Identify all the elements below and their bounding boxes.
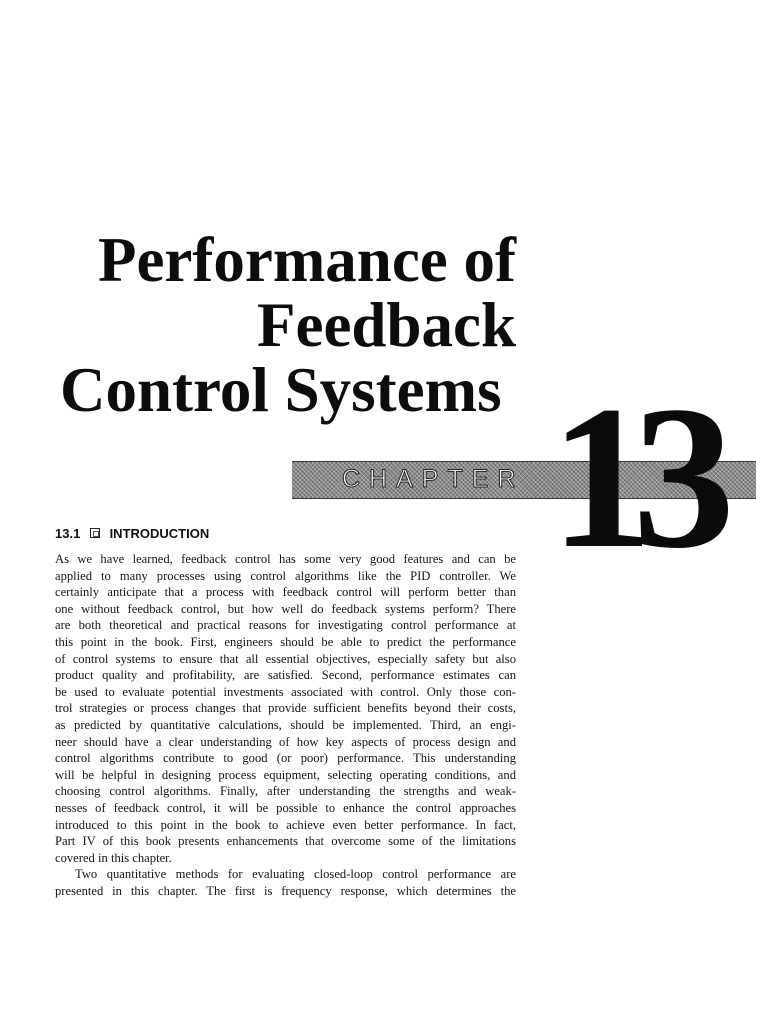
chapter-label: CHAPTER bbox=[342, 465, 525, 493]
text-line: Two quantitative methods for evaluating closed-loop control performance are bbox=[75, 867, 516, 882]
text-line: neer should have a clear understanding of how key aspects of process design and bbox=[55, 734, 516, 749]
box-icon bbox=[90, 528, 100, 538]
text-line: one without feedback control, but how well do feedback systems perform? There bbox=[55, 601, 516, 616]
chapter-title-line: Control Systems bbox=[60, 355, 502, 425]
text-line: covered in this chapter. bbox=[55, 850, 172, 865]
chapter-title-line: Performance of bbox=[97, 225, 516, 295]
chapter-number: 13 bbox=[550, 364, 715, 591]
text-line: As we have learned, feedback control has some very good features and can be bbox=[55, 552, 516, 566]
text-line: introduced to this point in the book to achieve even better performance. In fact, bbox=[55, 817, 516, 832]
text-line: this point in the book. First, engineers should be able to predict the performance bbox=[55, 634, 516, 649]
text-line: be used to evaluate potential investments associated with control. Only those con- bbox=[55, 684, 516, 699]
body-text bbox=[55, 551, 516, 899]
section-title: INTRODUCTION bbox=[109, 526, 210, 541]
paragraph bbox=[55, 866, 516, 899]
chapter-title-line: Feedback bbox=[257, 290, 516, 360]
text-line: of control systems to ensure that all essential objectives, especially safety but also bbox=[55, 651, 516, 666]
text-line: presented in this chapter. The first is frequency response, which determines the bbox=[55, 883, 516, 898]
text-line: applied to many processes using control algorithms like the PID controller. We bbox=[55, 568, 516, 583]
text-line: are both theoretical and practical reasons for investigating control performance at bbox=[55, 618, 516, 633]
text-line: control algorithms contribute to good (or poor) performance. This understanding bbox=[55, 751, 516, 766]
text-line: nesses of feedback control, it will be possible to enhance the control approaches bbox=[55, 800, 516, 815]
text-line: product quality and profitability, are satisfied. Second, performance estimates can bbox=[55, 668, 516, 683]
text-line: Part IV of this book presents enhancements that overcome some of the limitations bbox=[55, 834, 516, 849]
text-line: choosing control algorithms. Finally, after understanding the strengths and weak- bbox=[55, 784, 516, 799]
text-line: will be helpful in designing process equipment, selecting operating conditions, and bbox=[55, 767, 516, 782]
text-line: as predicted by quantitative calculations, should be implemented. Third, an engi- bbox=[55, 717, 516, 732]
chapter-title bbox=[40, 225, 516, 425]
text-line: certainly anticipate that a process with feedback control will perform better than bbox=[55, 585, 516, 600]
paragraph bbox=[55, 551, 516, 866]
section-number: 13.1 bbox=[55, 526, 81, 541]
text-line: trol strategies or process changes that provide sufficient benefits beyond their costs, bbox=[55, 701, 516, 716]
section-heading bbox=[55, 526, 209, 542]
